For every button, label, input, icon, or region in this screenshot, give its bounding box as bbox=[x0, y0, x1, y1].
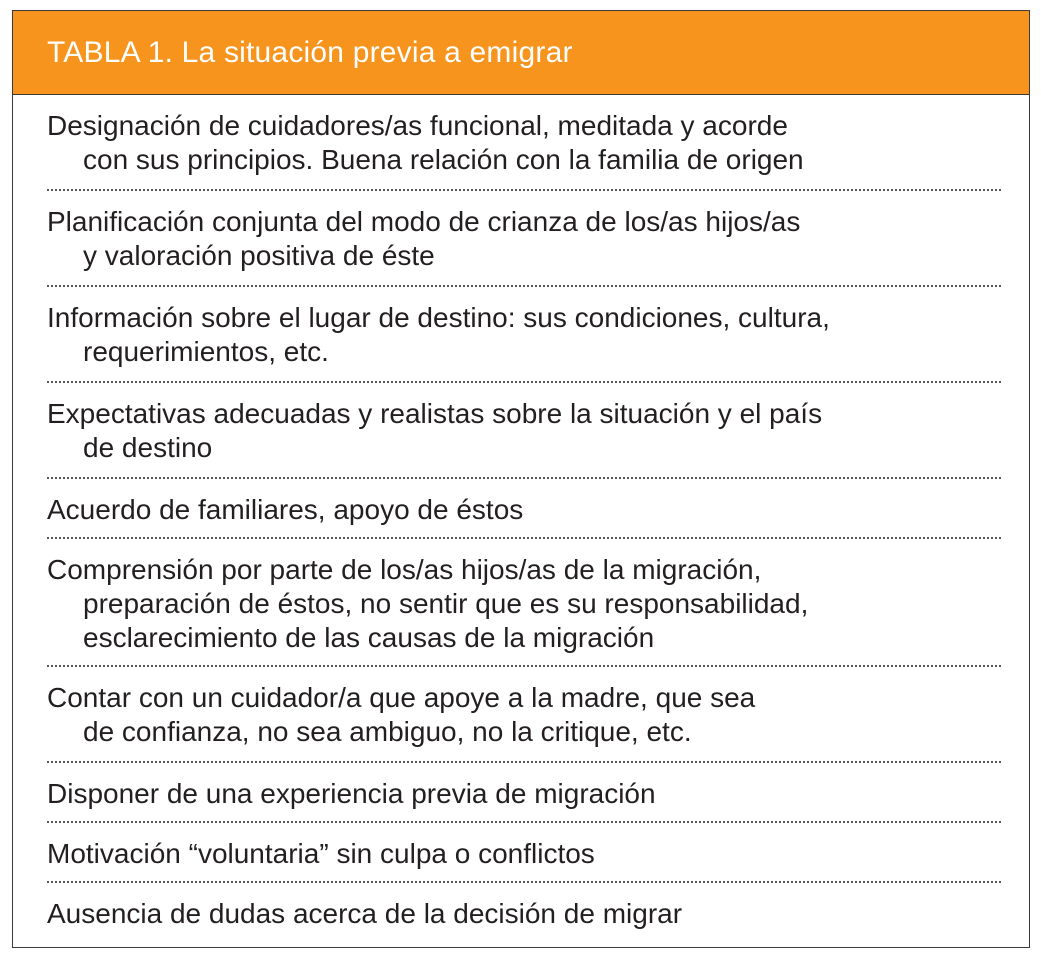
row-line: de confianza, no sea ambiguo, no la critique, etc. bbox=[83, 716, 692, 747]
row-line: y valoración positiva de éste bbox=[83, 240, 435, 271]
table-row bbox=[47, 383, 1001, 479]
row-line: Disponer de una experiencia previa de migración bbox=[47, 778, 656, 809]
table-row bbox=[47, 95, 1001, 191]
table-header bbox=[13, 11, 1029, 95]
table-row bbox=[47, 479, 1001, 539]
table-row bbox=[47, 883, 1001, 939]
row-line: Ausencia de dudas acerca de la decisión de migrar bbox=[47, 898, 683, 929]
table-row bbox=[47, 763, 1001, 823]
table-container bbox=[12, 10, 1030, 948]
table-row bbox=[47, 287, 1001, 383]
row-line: Información sobre el lugar de destino: sus condiciones, cultura, bbox=[47, 302, 830, 333]
row-line: Acuerdo de familiares, apoyo de éstos bbox=[47, 494, 524, 525]
table-title: TABLA 1. La situación previa a emigrar bbox=[47, 35, 573, 69]
table-row bbox=[47, 539, 1001, 667]
table-row bbox=[47, 191, 1001, 287]
table-body bbox=[13, 95, 1029, 939]
table-row bbox=[47, 823, 1001, 883]
row-line: esclarecimiento de las causas de la migración bbox=[83, 622, 655, 653]
row-line: Expectativas adecuadas y realistas sobre la situación y el país bbox=[47, 398, 823, 429]
row-line: Comprensión por parte de los/as hijos/as de la migración, bbox=[47, 554, 762, 585]
row-line: Contar con un cuidador/a que apoye a la madre, que sea bbox=[47, 682, 756, 713]
row-line: Designación de cuidadores/as funcional, meditada y acorde bbox=[47, 110, 788, 141]
row-line: con sus principios. Buena relación con la familia de origen bbox=[83, 144, 804, 175]
table-row bbox=[47, 667, 1001, 763]
row-line: Motivación “voluntaria” sin culpa o conflictos bbox=[47, 838, 595, 869]
row-line: de destino bbox=[83, 432, 213, 463]
row-line: requerimientos, etc. bbox=[83, 336, 329, 367]
row-line: Planificación conjunta del modo de crianza de los/as hijos/as bbox=[47, 206, 801, 237]
row-line: preparación de éstos, no sentir que es su responsabilidad, bbox=[83, 588, 809, 619]
